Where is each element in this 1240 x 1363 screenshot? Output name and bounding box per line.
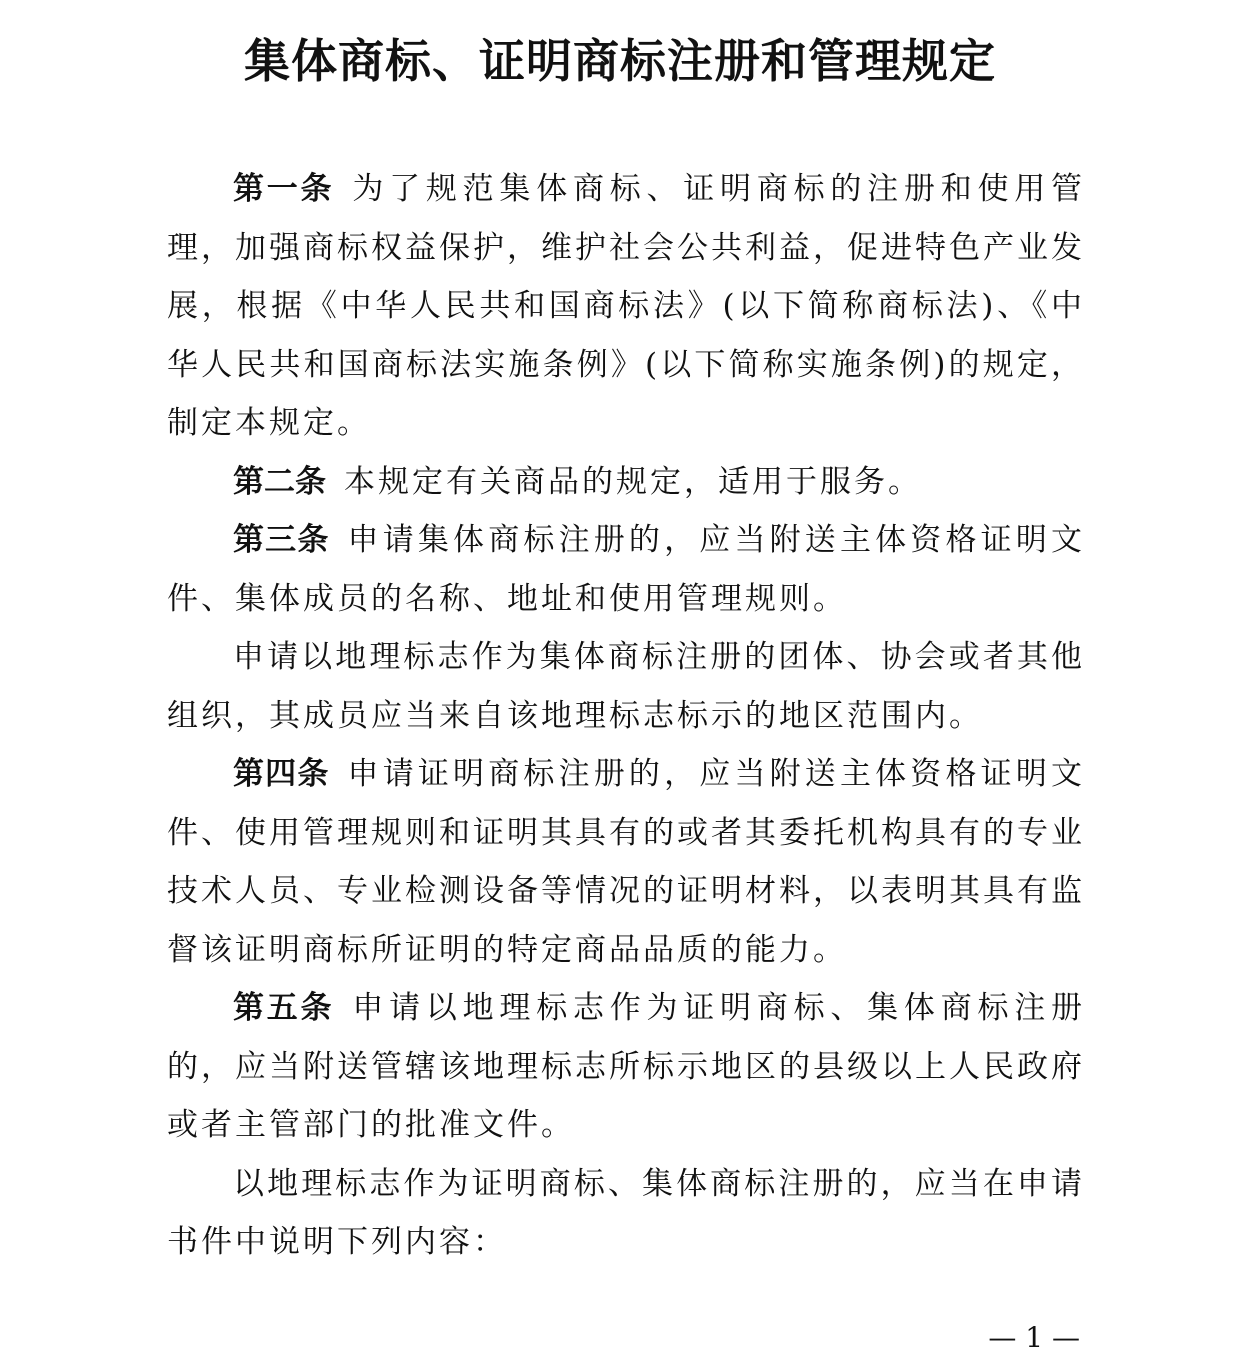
paragraph-article-3: [167, 511, 1085, 628]
document-body: [167, 160, 1085, 1272]
article-number: 第四条: [233, 756, 330, 792]
page-number: — 1 —: [988, 1321, 1080, 1354]
paragraph-article-3-clause-2: [167, 628, 1085, 745]
paragraph-text: 申请集体商标注册的，应当附送主体资格证明文件、集体成员的名称、地址和使用管理规则。: [167, 522, 1086, 617]
paragraph-article-1: [167, 160, 1085, 453]
paragraph-text: 申请以地理标志作为证明商标、集体商标注册的，应当附送管辖该地理标志所标示地区的县级以上人民政府或者主管部门的批准文件。: [167, 990, 1086, 1143]
paragraph-article-4: [167, 745, 1085, 979]
paragraph-text: 申请以地理标志作为集体商标注册的团体、协会或者其他组织，其成员应当来自该地理标志标示的地区范围内。: [167, 639, 1085, 734]
paragraph-text: 为了规范集体商标、证明商标的注册和使用管理，加强商标权益保护，维护社会公共利益，促进特色产业发展，根据《中华人民共和国商标法》(以下简称商标法)、《中华人民共和国商标法实施条例》(以下简称实施条例)的规定，制定本规定。: [167, 171, 1086, 441]
paragraph-article-2: [167, 453, 1085, 512]
article-number: 第三条: [233, 522, 330, 558]
paragraph-article-5-clause-2: [167, 1155, 1085, 1272]
article-number: 第一条: [233, 171, 335, 207]
paragraph-text: 申请证明商标注册的，应当附送主体资格证明文件、使用管理规则和证明其具有的或者其委托机构具有的专业技术人员、专业检测设备等情况的证明材料，以表明其具有监督该证明商标所证明的特定商品品质的能力。: [167, 756, 1086, 968]
article-number: 第二条: [233, 463, 326, 500]
paragraph-text: 以地理标志作为证明商标、集体商标注册的，应当在申请书件中说明下列内容：: [167, 1165, 1085, 1260]
document-title: 集体商标、证明商标注册和管理规定: [244, 34, 996, 88]
paragraph-text: 本规定有关商品的规定，适用于服务。: [344, 463, 922, 500]
article-number: 第五条: [233, 990, 335, 1026]
paragraph-article-5: [167, 979, 1085, 1155]
